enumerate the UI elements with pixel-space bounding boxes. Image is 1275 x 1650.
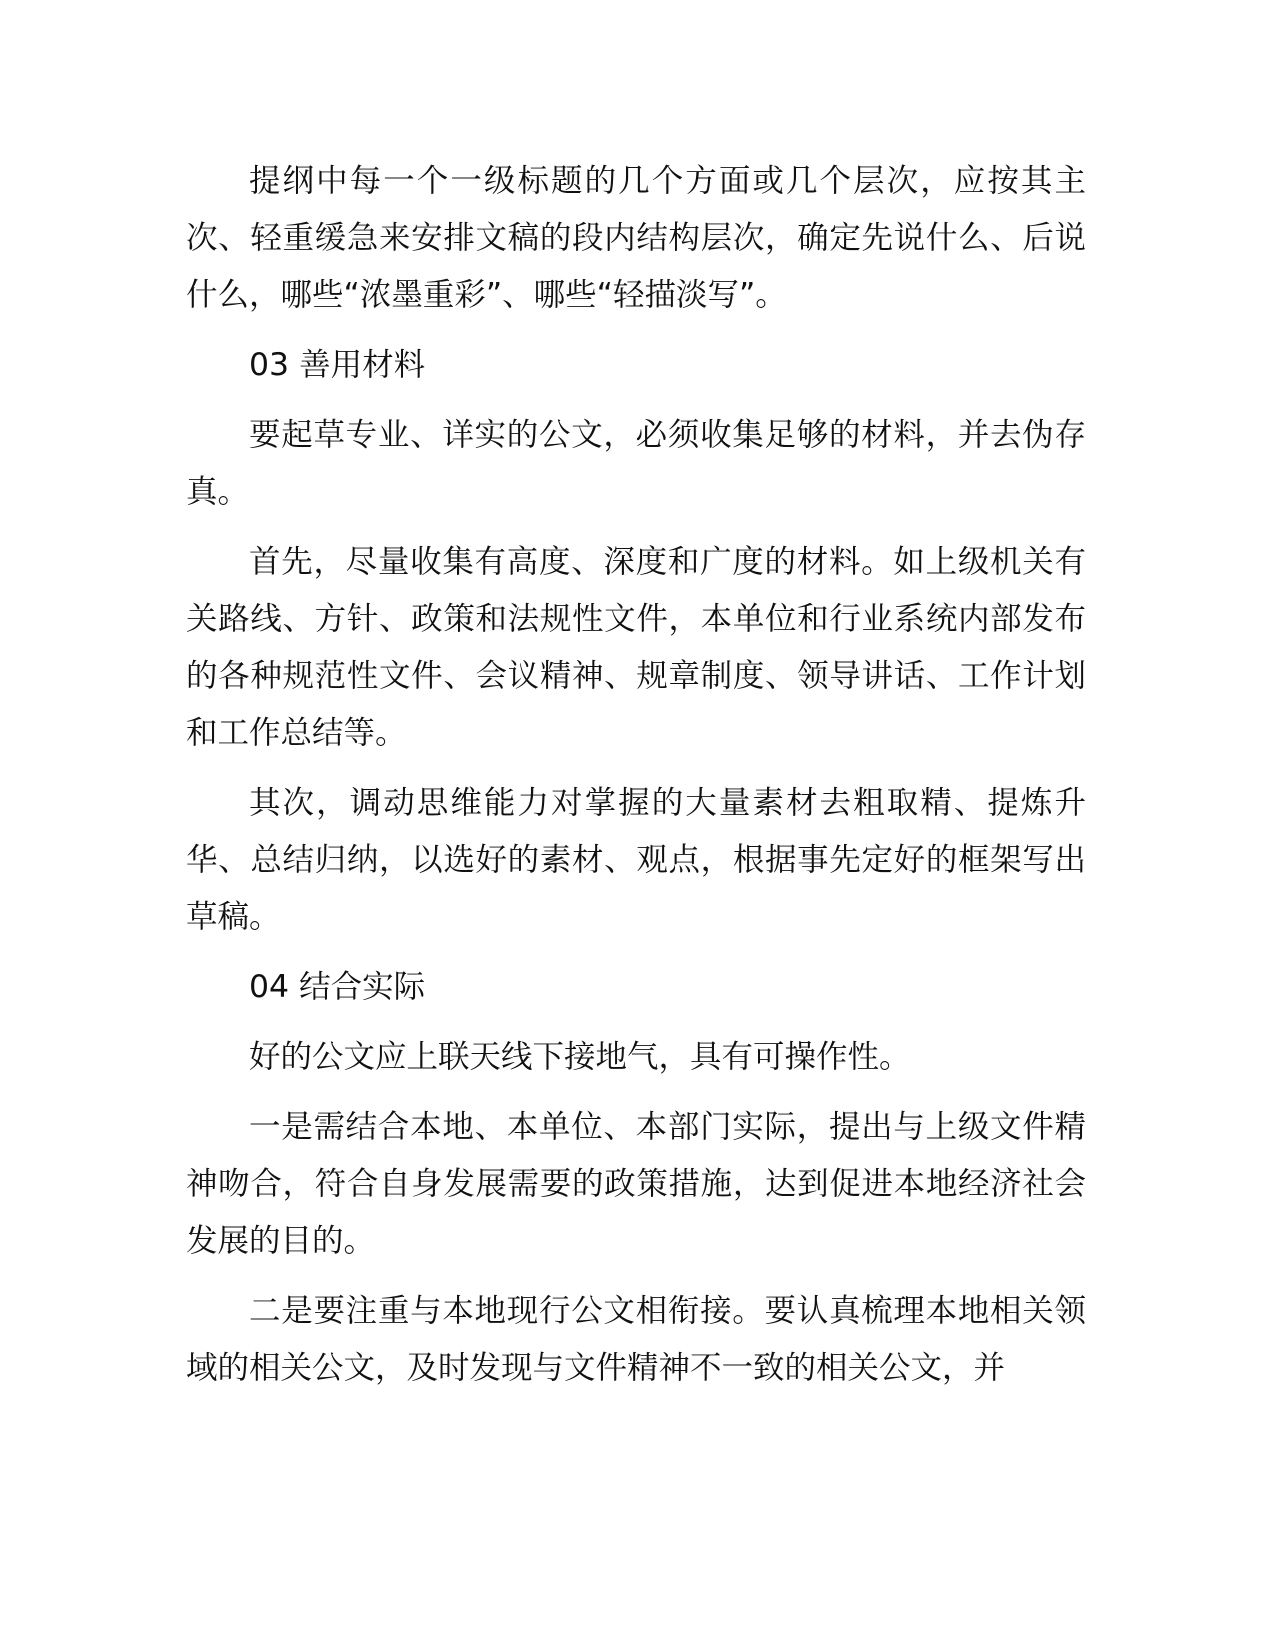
- paragraph-good-document: 好的公文应上联天线下接地气，具有可操作性。: [249, 1039, 911, 1075]
- section-heading-04: 04 结合实际: [249, 969, 426, 1005]
- document-body: [186, 153, 1086, 1410]
- paragraph-second: 其次，调动思维能力对掌握的大量素材去粗取精、提炼升华、总结归纳，以选好的素材、观点，根据事先定好的框架写出草稿。: [186, 785, 1086, 935]
- section-heading-03: 03 善用材料: [249, 347, 426, 383]
- paragraph-point-one: 一是需结合本地、本单位、本部门实际，提出与上级文件精神吻合，符合自身发展需要的政策措施，达到促进本地经济社会发展的目的。: [186, 1109, 1086, 1259]
- paragraph-outline-structure: 提纲中每一个一级标题的几个方面或几个层次，应按其主次、轻重缓急来安排文稿的段内结构层次，确定先说什么、后说什么，哪些“浓墨重彩”、哪些“轻描淡写”。: [186, 163, 1086, 313]
- paragraph-collect-materials: 要起草专业、详实的公文，必须收集足够的材料，并去伪存真。: [186, 417, 1086, 510]
- paragraph-first: 首先，尽量收集有高度、深度和广度的材料。如上级机关有关路线、方针、政策和法规性文件，本单位和行业系统内部发布的各种规范性文件、会议精神、规章制度、领导讲话、工作计划和工作总结等。: [186, 544, 1086, 751]
- paragraph-point-two: 二是要注重与本地现行公文相衔接。要认真梳理本地相关领域的相关公文，及时发现与文件精神不一致的相关公文，并: [186, 1293, 1086, 1386]
